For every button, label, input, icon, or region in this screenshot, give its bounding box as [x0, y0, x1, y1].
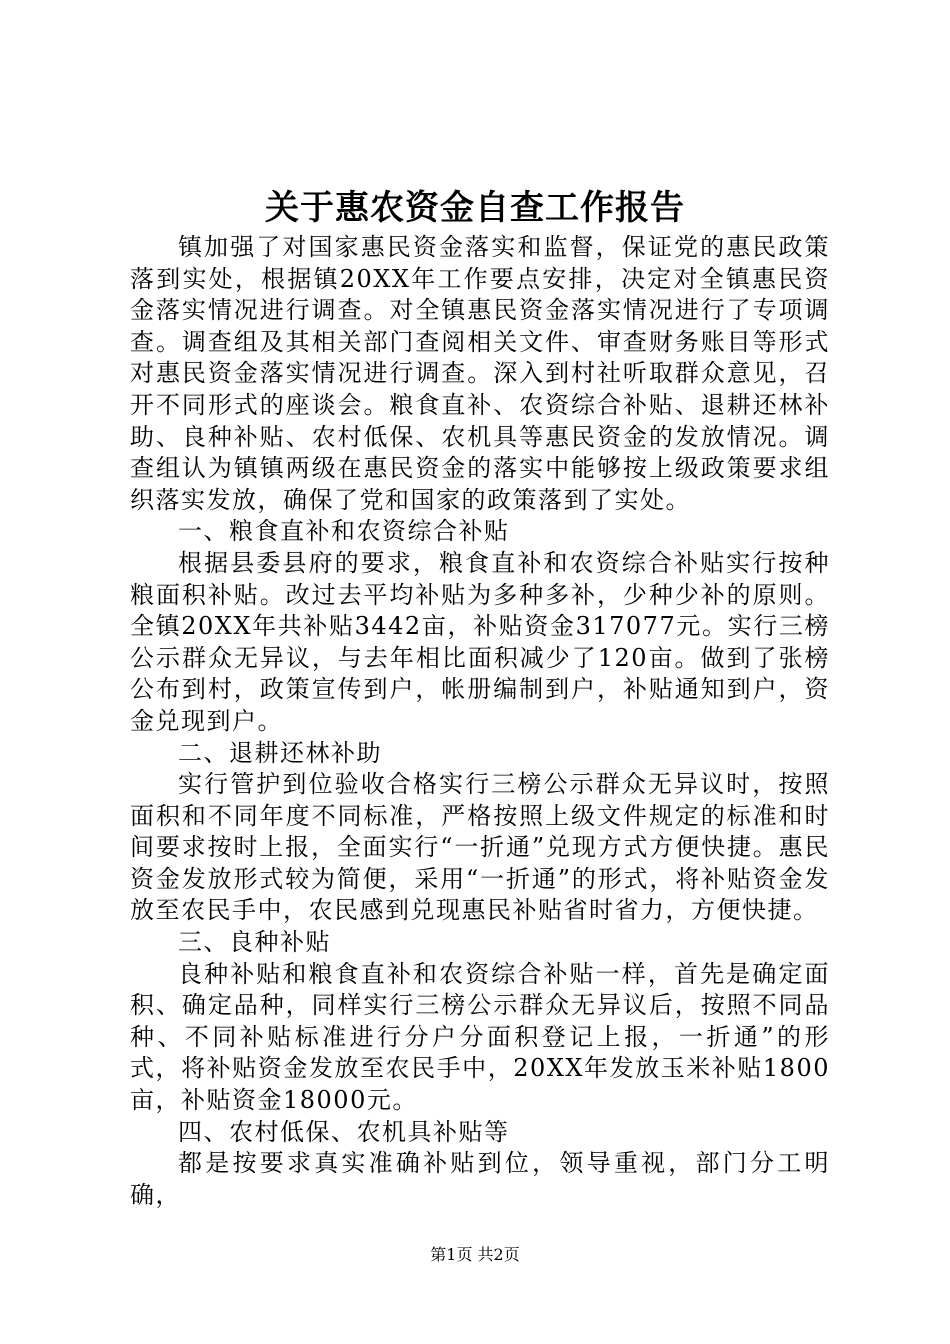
document-body: [130, 232, 830, 1211]
paragraph-section-2: 实行管护到位验收合格实行三榜公示群众无异议时，按照面积和不同年度不同标准，严格按照上级文件规定的标准和时间要求按时上报，全面实行“一折通”兑现方式方便快捷。惠民资金发放形式较为简便，采用“一折通”的形式，将补贴资金发放至农民手中，农民感到兑现惠民补贴省时省力，方便快捷。: [130, 770, 830, 925]
paragraph-intro: 镇加强了对国家惠民资金落实和监督，保证党的惠民政策落到实处，根据镇20XX年工作要点安排，决定对全镇惠民资金落实情况进行调查。对全镇惠民资金落实情况进行了专项调查。调查组及其相关部门查阅相关文件、审查财务账目等形式对惠民资金落实情况进行调查。深入到村社听取群众意见，召开不同形式的座谈会。粮食直补、农资综合补贴、退耕还林补助、良种补贴、农村低保、农机具等惠民资金的发放情况。调查组认为镇镇两级在惠民资金的落实中能够按上级政策要求组织落实发放，确保了党和国家的政策落到了实处。: [130, 233, 830, 514]
paragraph-section-4: 都是按要求真实准确补贴到位，领导重视，部门分工明确，: [130, 1149, 830, 1209]
paragraph-section-3: 良种补贴和粮食直补和农资综合补贴一样，首先是确定面积、确定品种，同样实行三榜公示群众无异议后，按照不同品种、不同补贴标准进行分户分面积登记上报，一折通”的形式，将补贴资金发放至农民手中，20XX年发放玉米补贴1800亩，补贴资金18000元。: [130, 959, 830, 1115]
section-heading-1: 一、粮食直补和农资综合补贴: [178, 517, 510, 546]
page-number-footer: 第1页 共2页: [430, 1245, 520, 1264]
section-heading-3: 三、良种补贴: [178, 928, 331, 957]
section-heading-4: 四、农村低保、农机具补贴等: [178, 1117, 510, 1146]
paragraph-section-1: 根据县委县府的要求，粮食直补和农资综合补贴实行按种粮面积补贴。改过去平均补贴为多种多补，少种少补的原则。全镇20XX年共补贴3442亩，补贴资金317077元。实行三榜公示群众无异议，与去年相比面积减少了120亩。做到了张榜公布到村，政策宣传到户，帐册编制到户，补贴通知到户，资金兑现到户。: [130, 548, 830, 735]
section-heading-2: 二、退耕还林补助: [178, 738, 382, 767]
page-title: 关于惠农资金自查工作报告: [265, 188, 685, 228]
